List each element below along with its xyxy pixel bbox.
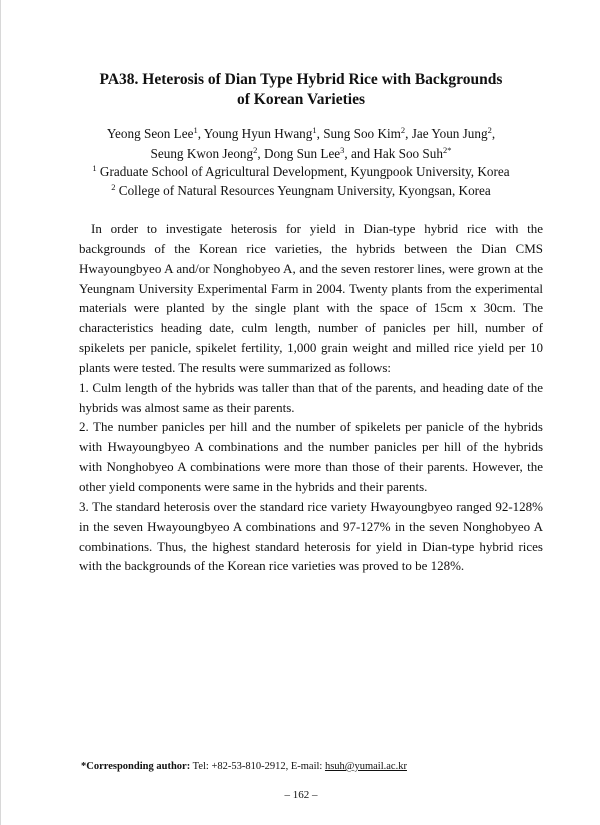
author-name: Sung Soo Kim xyxy=(323,126,401,141)
contact-phone: Tel: +82-53-810-2912, E-mail: xyxy=(190,761,325,772)
author-affiliation-mark: 3 xyxy=(340,145,345,155)
result-point-3: 3. The standard heterosis over the standard rice variety Hwayoungbyeo ranged 92-128% in the seven Hwayoungbyeo A combinations and 97-127% in the seven Nonghobyeo A combinations. Thus, the highest standard heterosis for yield in Dian-type hybrid rices with the backgrounds of the Korean rice varieties was proved to be 128%. xyxy=(79,498,543,574)
affiliation-2 xyxy=(81,182,521,200)
page-number: – 162 – xyxy=(284,789,318,801)
affiliation-text: College of Natural Resources Yeungnam University, Kyongsan, Korea xyxy=(118,183,491,198)
abstract-intro: In order to investigate heterosis for yield in Dian-type hybrid rice with the backgrounds of the Korean rice varieties, the hybrids between the Dian CMS Hwayoungbyeo A and/or Nonghobyeo A, and the seven restorer lines, were grown at the Yeungnam University Experimental Farm in 2004. Twenty plants from the experimental materials were planted by the single plant with the space of 15cm x 30cm. The characteristics heading date, culm length, number of panicles per hill, number of spikelets per panicle, spikelet fertility, 1,000 grain weight and milled rice yield per 10 plants were tested. The results were summarized as follows: xyxy=(79,221,543,375)
author-name: Hak Soo Suh xyxy=(373,146,443,161)
affiliation-mark: 2 xyxy=(111,182,116,192)
affiliation-mark: 1 xyxy=(92,163,97,173)
author-name: Jae Youn Jung xyxy=(411,126,488,141)
author-name: Yeong Seon Lee xyxy=(106,126,194,141)
title-line-1: PA38. Heterosis of Dian Type Hybrid Rice with Backgrounds xyxy=(99,71,503,88)
affiliation-1 xyxy=(81,163,521,181)
author-name: Seung Kwon Jeong xyxy=(150,146,254,161)
author-line-1: Yeong Seon Lee$^1$, Young Hyun Hwang$^1$, Sung Soo Kim$^2$, Jae Youn Jung$^2$, xyxy=(106,125,496,141)
result-point-2: 2. The number panicles per hill and the number of spikelets per panicle of the hybrids with Hwayoungbyeo A combinations and the number panicles per hill of the hybrids with Nonghobyeo A combinations were more than those of their parents. However, the other yield components were same in the hybrids and their parents. xyxy=(79,419,543,494)
abstract-body xyxy=(79,219,543,576)
contact-email-link[interactable]: hsuh@yumail.ac.kr xyxy=(324,761,407,772)
result-point-1: 1. Culm length of the hybrids was taller than that of the parents, and heading date of the hybrids was almost same as their parents. xyxy=(79,379,543,415)
author-affiliation-mark: 2 xyxy=(400,125,406,135)
author-affiliation-mark: 2 xyxy=(487,125,492,135)
title-line-2: of Korean Varieties xyxy=(236,91,365,108)
affiliation-text: Graduate School of Agricultural Development, Kyungpook University, Korea xyxy=(99,164,510,179)
corresponding-author-note xyxy=(81,760,541,774)
corresponding-author-label: *Corresponding author: xyxy=(81,761,191,772)
author-name: Dong Sun Lee xyxy=(263,146,341,161)
author-affiliation-mark: 1 xyxy=(193,125,198,135)
author-name: Young Hyun Hwang xyxy=(203,126,313,141)
paper-title xyxy=(61,70,541,110)
author-affiliation-mark: 1 xyxy=(312,125,317,135)
author-affiliation-mark: 2 xyxy=(253,145,258,155)
author-line-2: Seung Kwon Jeong$^2$, Dong Sun Lee$^3$, and Hak Soo Suh$^{2*}$ xyxy=(150,145,452,161)
author-affiliation-mark: 2* xyxy=(442,145,452,155)
author-list xyxy=(91,124,511,164)
